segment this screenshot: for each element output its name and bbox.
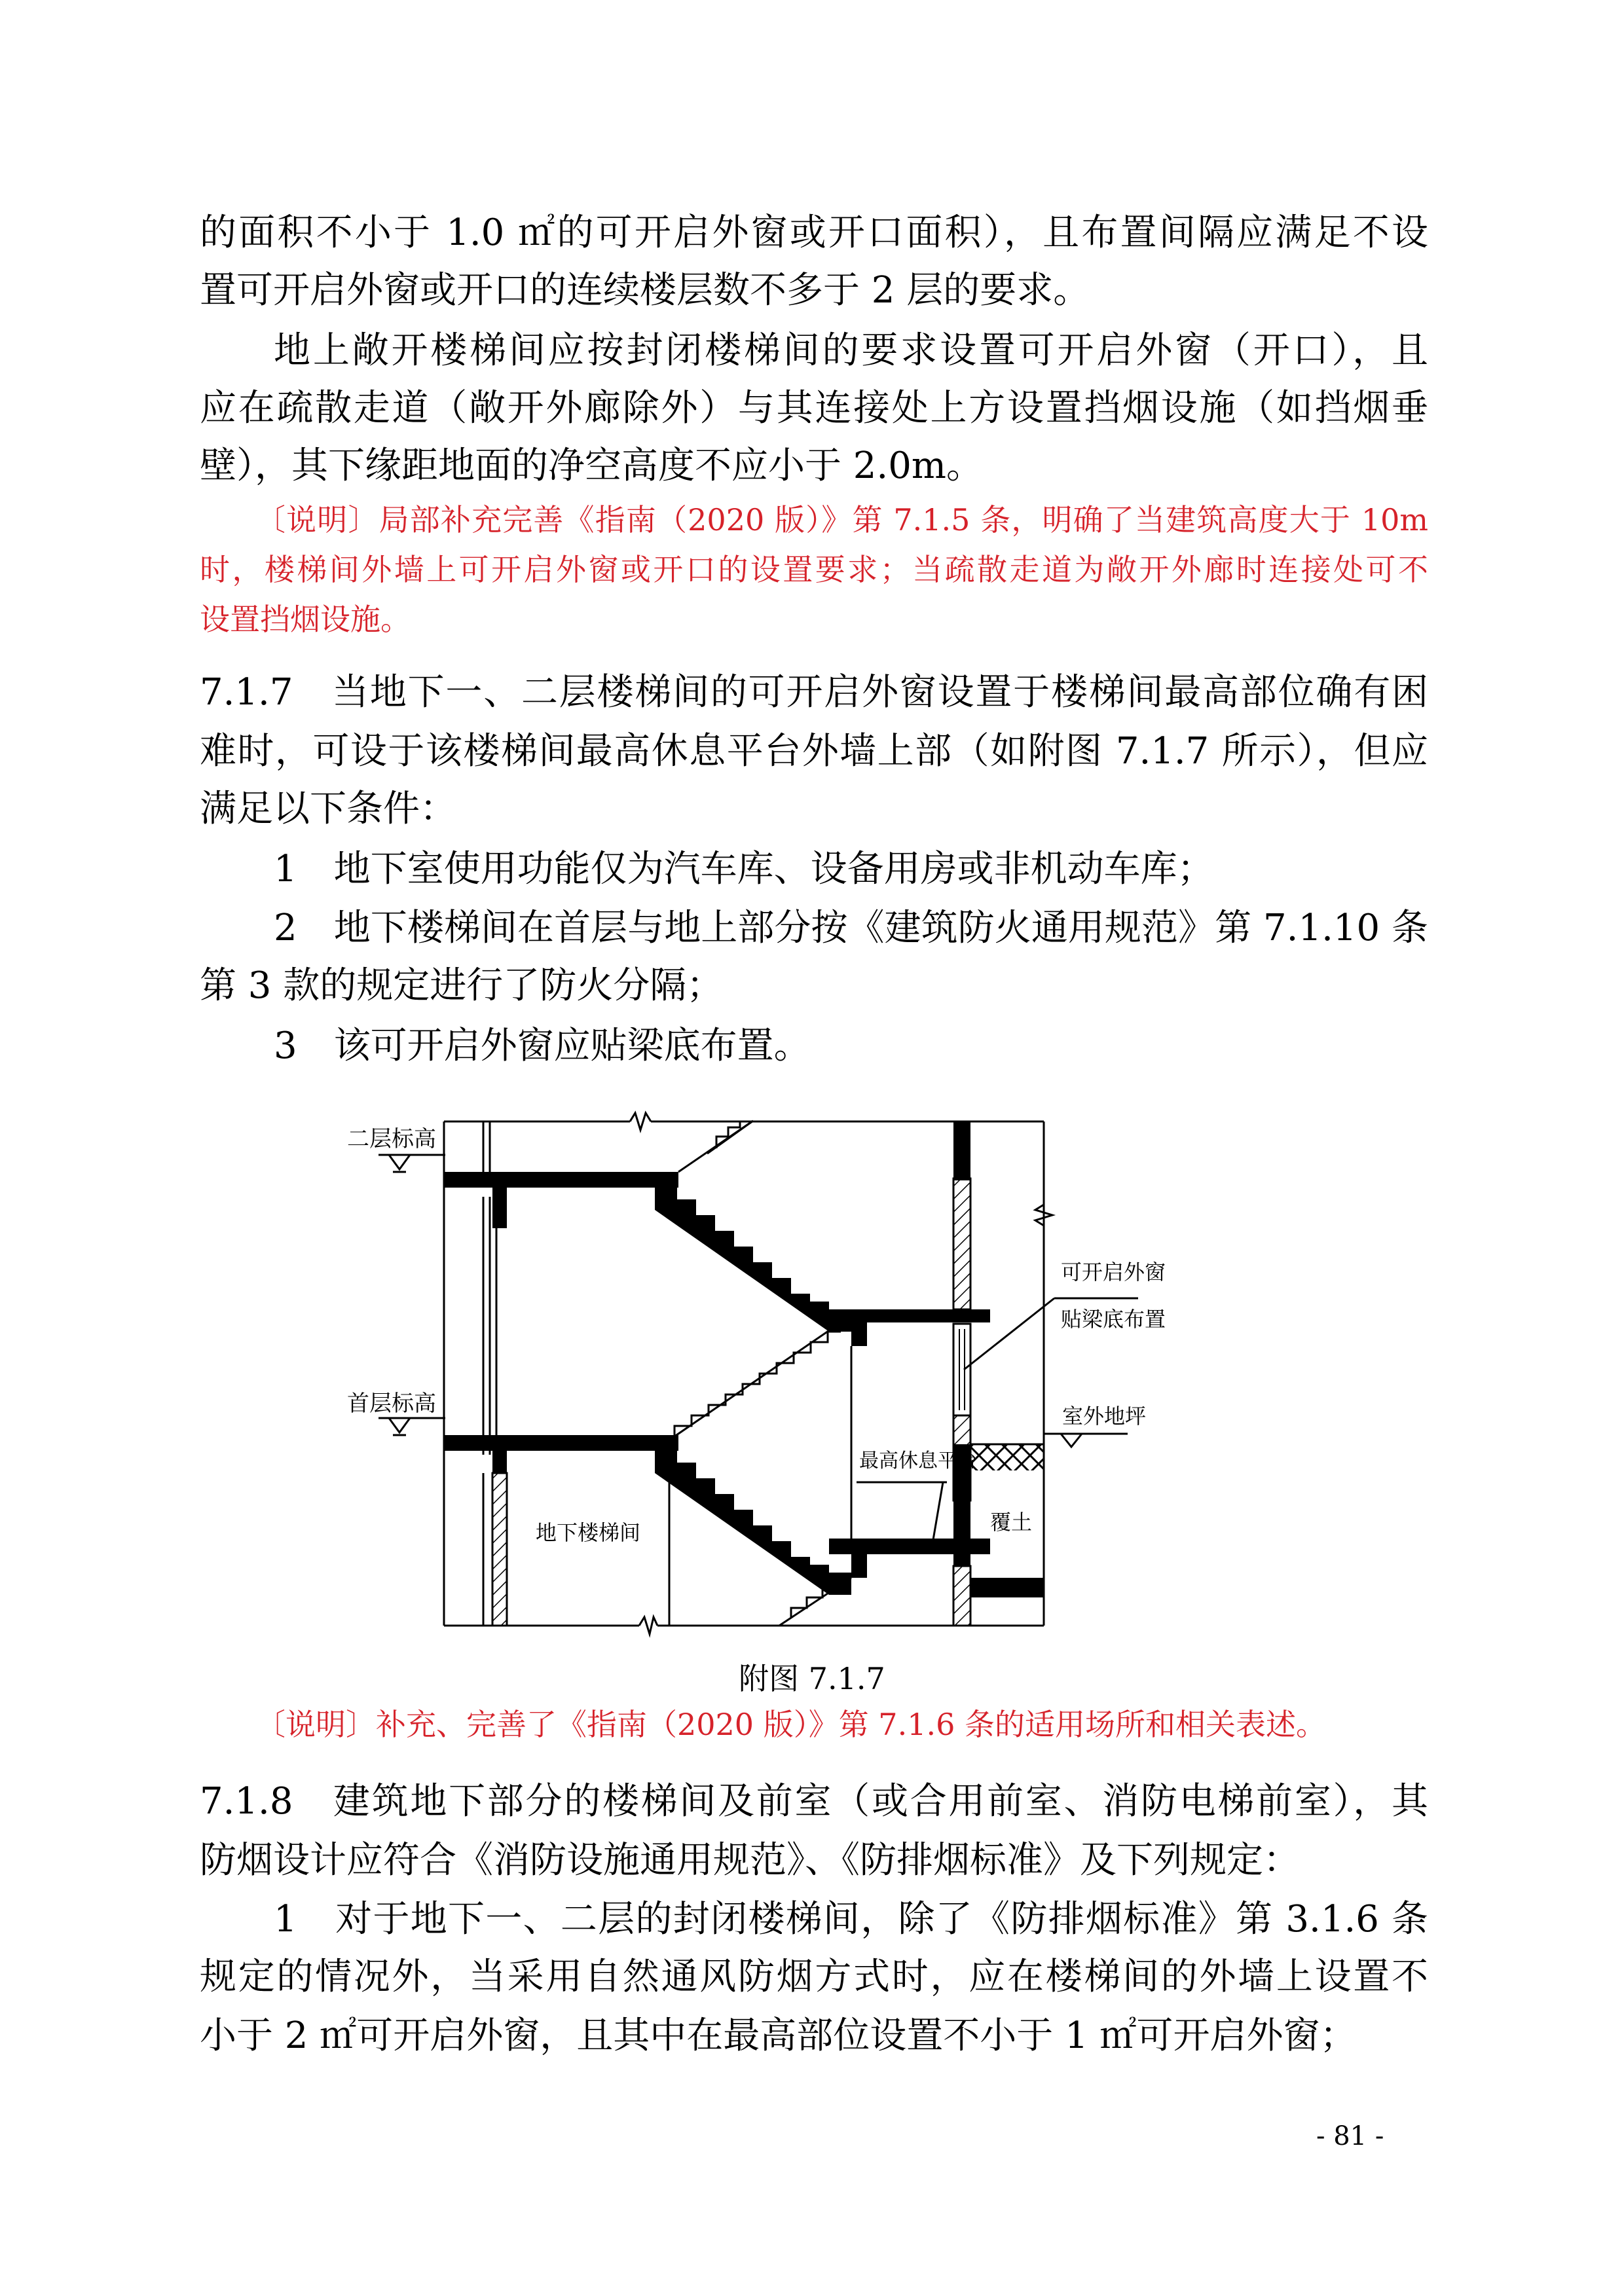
level-marker-outdoor (1044, 1434, 1128, 1447)
body-text-line: 应在疏散走道（敞开外廊除外）与其连接处上方设置挡烟设施（如挡烟垂 (200, 387, 1428, 429)
left-wall-hatch (492, 1473, 507, 1626)
clause-heading-717: 7.1.7 当地下一、二层楼梯间的可开启外窗设置于楼梯间最高部位确有困 (200, 671, 1428, 714)
label-outdoor-grade: 室外地坪 (1062, 1404, 1147, 1429)
window-leader (964, 1298, 1054, 1370)
level-marker-first (378, 1418, 445, 1435)
figure-caption: 附图 7.1.7 (739, 1661, 885, 1696)
window-opening (953, 1324, 970, 1415)
body-text-line: 壁），其下缘距地面的净空高度不应小于 2.0m。 (200, 445, 983, 487)
explanation-note: 〔说明〕补充、完善了《指南（2020 版）》第 7.1.6 条的适用场所和相关表述。 (255, 1707, 1326, 1742)
list-item: 1 地下室使用功能仅为汽车库、设备用房或非机动车库； (274, 848, 1214, 890)
explanation-note: 设置挡烟设施。 (200, 602, 411, 637)
lower-flight (655, 1455, 851, 1595)
first-floor-slab (444, 1435, 678, 1451)
body-text-line: 规定的情况外，当采用自然通风防烟方式时，应在楼梯间的外墙上设置不 (200, 1956, 1428, 1998)
explanation-note: 时，楼梯间外墙上可开启外窗或开口的设置要求；当疏散走道为敞开外廊时连接处可不 (200, 552, 1428, 587)
list-item: 2 地下楼梯间在首层与地上部分按《建筑防火通用规范》第 7.1.10 条 (274, 907, 1428, 949)
body-text-line: 难时，可设于该楼梯间最高休息平台外墙上部（如附图 7.1.7 所示），但应 (200, 730, 1428, 773)
list-item: 1 对于地下一、二层的封闭楼梯间，除了《防排烟标准》第 3.1.6 条 (274, 1898, 1428, 1941)
right-wall-top (953, 1121, 970, 1180)
body-text-line: 满足以下条件： (200, 788, 456, 830)
label-first-floor: 首层标高 (347, 1391, 436, 1417)
label-soil: 覆土 (990, 1510, 1033, 1535)
list-item: 第 3 款的规定进行了防火分隔； (200, 964, 724, 1007)
soil-hatch (970, 1444, 1044, 1470)
upper-flight (655, 1192, 851, 1332)
page-number: - 81 - (1316, 2121, 1384, 2151)
body-text-line: 地上敞开楼梯间应按封闭楼梯间的要求设置可开启外窗（开口），且 (274, 329, 1428, 372)
label-window-2: 贴梁底布置 (1061, 1307, 1166, 1332)
level-marker-second (378, 1155, 445, 1172)
body-text-line: 置可开启外窗或开口的连续楼层数不多于 2 层的要求。 (200, 269, 1090, 312)
list-item: 3 该可开启外窗应贴梁底布置。 (274, 1025, 811, 1067)
label-window-1: 可开启外窗 (1061, 1260, 1166, 1285)
clause-heading-718: 7.1.8 建筑地下部分的楼梯间及前室（或合用前室、消防电梯前室），其 (200, 1780, 1428, 1823)
label-top-landing: 最高休息平台 (859, 1449, 977, 1472)
body-text-line: 的面积不小于 1.0 ㎡的可开启外窗或开口面积），且布置间隔应满足不设 (200, 211, 1428, 254)
label-second-floor: 二层标高 (347, 1126, 436, 1152)
body-text-line: 防烟设计应符合《消防设施通用规范》、《防排烟标准》及下列规定： (200, 1839, 1300, 1882)
explanation-note: 〔说明〕局部补充完善《指南（2020 版）》第 7.1.5 条，明确了当建筑高度大于 10m (255, 502, 1428, 538)
body-text-line: 小于 2 ㎡可开启外窗，且其中在最高部位设置不小于 1 ㎡可开启外窗； (200, 2014, 1357, 2057)
label-basement-stair: 地下楼梯间 (536, 1520, 641, 1545)
upper-slab (444, 1172, 678, 1188)
